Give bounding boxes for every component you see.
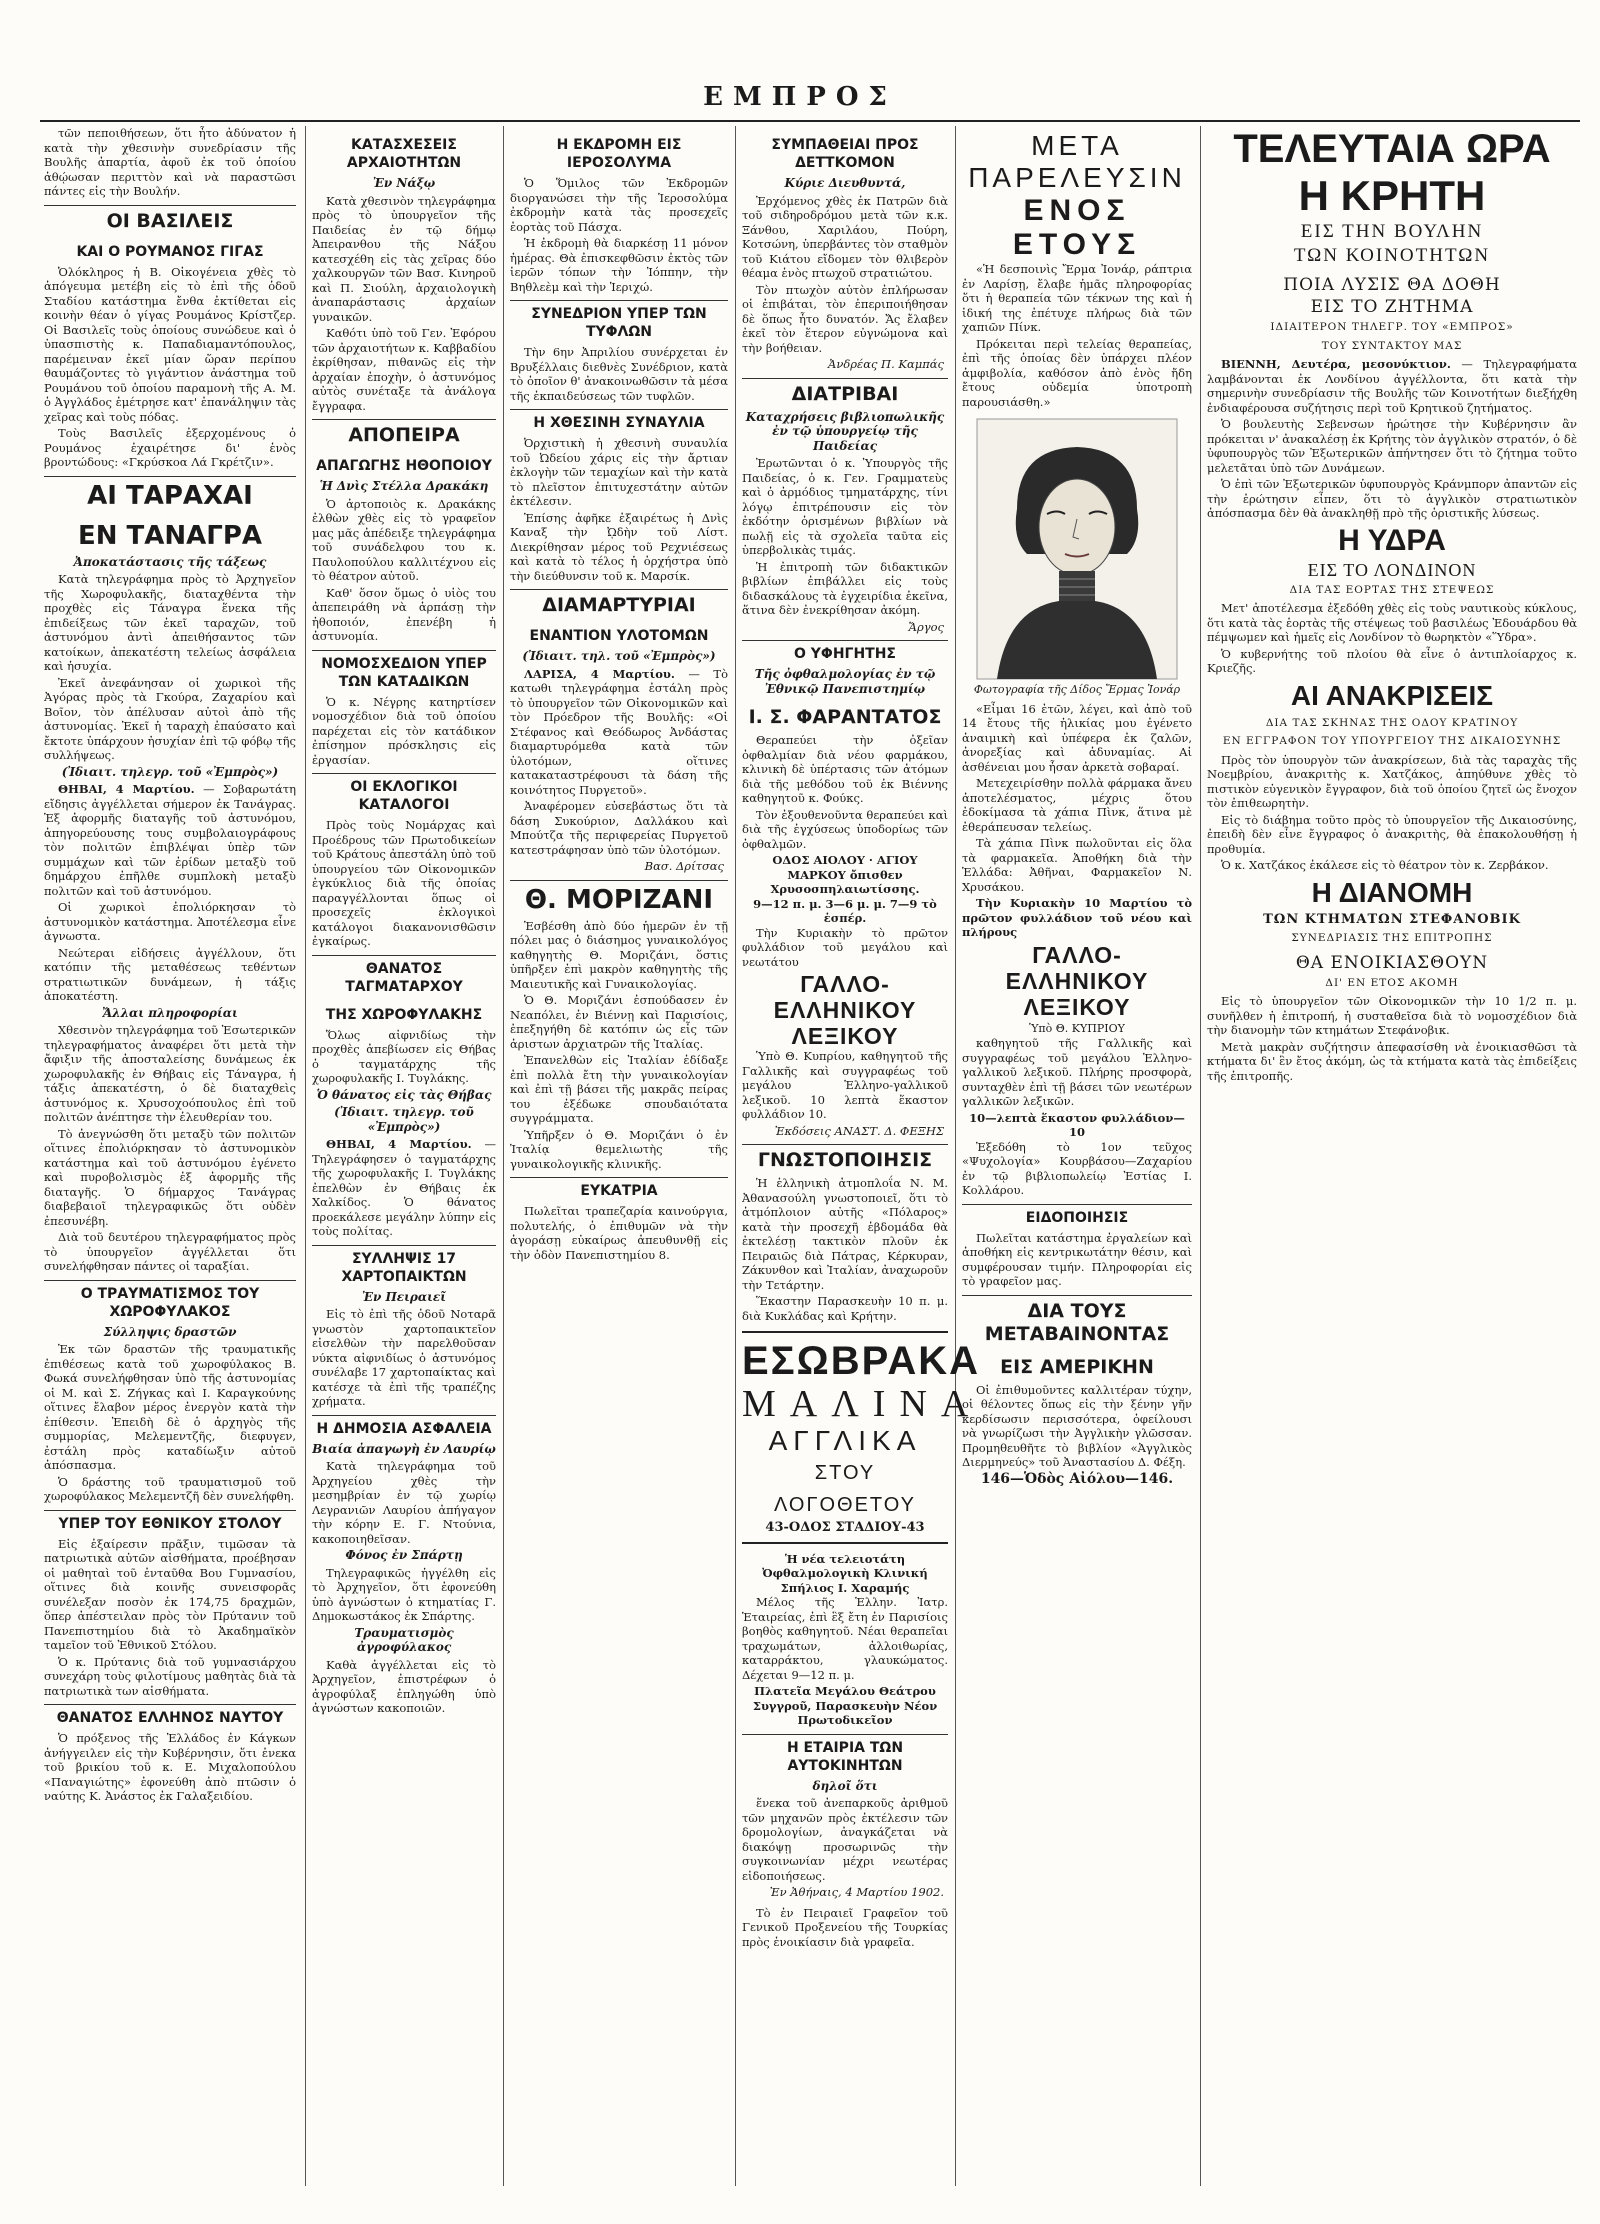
article-text: Τὸ ἀνεγνώσθη ὅτι μεταξὺ τῶν πολιτῶν οἵτινες ἐπολιόρκησαν τὸ ἀστυνομικὸν κατάστημα καὶ τοῦ ἀστυνόμου ἐγένετο καὶ πυροβολισμὸς ἐξ ἀφορμῆς τῆς διαταγῆς. Ὁ δήμαρχος Τανάγρας διαβεβαιοῖ τηλεγραφικῶς ὅτι οὐδὲν ἐπεσυνέβη. [44,1126,296,1228]
headline-crete-sub: ΕΙΣ ΤΗΝ ΒΟΥΛΗΝ [1300,221,1484,242]
subheading: Καταχρήσεις βιβλιοπωλικῆς ἐν τῷ ὑπουργείῳ τῆς Παιδείας [745,409,945,453]
telegram-credit: (Ἰδιαιτ. τηλ. τοῦ «Ἐμπρὸς») [522,649,716,663]
subheading: Ἐν Νάξῳ [372,176,436,190]
article-text: Ὅλως αἰφνιδίως τὴν προχθὲς ἀπεβίωσεν εἰς Θήβας ὁ ταγματάρχης τῆς χωροφυλακῆς Ι. Τυγλάκης. [312,1027,496,1085]
headline-distribution: Η ΔΙΑΝΟΜΗ [1311,876,1473,908]
article-text: Εἰς ἐξαίρεσιν πρᾶξιν, τιμῶσαν τὰ πατριωτικὰ αὐτῶν αἰσθήματα, προέβησαν οἱ μαθηταὶ τοῦ ἐνταῦθα Βου Γυμνασίου, οἵτινες διὰ κοινῆς συνεισφορᾶς συνέλεξαν ποσὸν ἐκ 174,75 δραχμῶν, ὅπερ ἀπέστειλαν πρὸς τὸν Πρύτανιν τοῦ Πανεπιστημίου διὰ τὸ Ἀκαδημαϊκὸν ταμεῖον τοῦ Ἐθνικοῦ Στόλου. [44,1536,296,1652]
column-divider [735,126,736,2186]
column-divider [1200,126,1201,2186]
article-text: Ἕκαστην Παρασκευὴν 10 π. μ. διὰ Κυκλάδας καὶ Κρήτην. [742,1294,948,1323]
column-divider [955,126,956,2186]
article-text: Ὁ Θ. Μοριζάνι ἐσπούδασεν ἐν Νεαπόλει, ἐν Βιέννῃ καὶ Παρισίοις, ἐπεξηγήθη δὲ κατόπιν ὡς εἷς τῶν ἀριστων ἀρχιατρῶν τῆς Ἰταλίας. [510,993,728,1051]
ad-address: 43-ΟΔΟΣ ΣΤΑΔΙΟΥ-43 [765,1520,925,1535]
headline-concert: Η ΧΘΕΣΙΝΗ ΣΥΝΑΥΛΙΑ [510,409,728,432]
article-text: Ἡ ἐπιτροπὴ τῶν διδακτικῶν βιβλίων ἐπιβάλλει εἰς τοὺς διδασκάλους τὰ ἐγχειρίδια ἐκεῖνα, ἅτινα δὲν ἐνεκρίθησαν ἀκόμη. [742,559,948,617]
telegram-credit: (Ἰδιαιτ. τηλεγρ. τοῦ «Ἐμπρὸς») [61,764,279,779]
article-text: Μέλος τῆς Ἑλλην. Ἰατρ. Ἑταιρείας, ἐπὶ ἓξ ἔτη ἐν Παρισίοις βοηθὸς καθηγητοῦ. Νέαι θεραπεῖαι τραχωμάτων, ἀλλοιθωρίας, καταρράκτου, γλαυκώματος. Δέχεται 9—12 π. μ. [742,1595,948,1682]
subheading: ΣΥΝΕΔΡΙΑΣΙΣ ΤΗΣ ΕΠΙΤΡΟΠΗΣ [1291,932,1493,944]
headline-protests-sub: ΕΝΑΝΤΙΟΝ ΥΛΟΤΟΜΩΝ [529,628,709,644]
signature: Ἄργος [908,619,944,634]
headline-sympathies: ΣΥΜΠΑΘΕΙΑΙ ΠΡΟΣ ΔΕΤΤΚΟΜΟΝ [771,137,919,171]
headline-gendarme: Ο ΤΡΑΥΜΑΤΙΣΜΟΣ ΤΟΥ ΧΩΡΟΦΥΛΑΚΟΣ [44,1280,296,1321]
ad-line: ΜΑΛΙΝΑ [742,1383,983,1425]
dictionary-author: Ὑπὸ Θ. ΚΥΠΡΙΟΥ [1029,1021,1125,1035]
headline-america-sub: ΕΙΣ ΑΜΕΡΙΚΗΝ [1000,1355,1154,1378]
article-text: Χθεσινὸν τηλεγράφημα τοῦ Ἐσωτερικῶν τηλεγραφήματος ἀναφέρει ὅτι μετὰ τὴν ἄφιξιν τῆς ἀποσταλείσης δυνάμεως ἐκ χωροφυλακῆς ἐν Θήβαις εἰς Τάναγρα, ἡ τάξις ἀπεκατέστη, ὁ δὲ διαταχθεὶς ἀστυνόμος κ. Χρυσοχοόπουλος ἐπὶ τοῦ πολιτῶν ἀνέπτησε τὴν ἐλευθερίαν του. [44,1023,296,1124]
article-text: Τὰ χάπια Πὶνκ πωλοῦνται εἰς ὅλα τὰ φαρμακεῖα. Ἀποθήκη διὰ τὴν Ἑλλάδα: Ἀθῆναι, Φαρμακεῖον Ν. Χρυσάκου. [962,836,1192,894]
dictionary-title: ΓΑΛΛΟ-ΕΛΛΗΝΙΚΟΥ ΛΕΞΙΚΟΥ [773,971,917,1049]
signature: Βασ. Δρίτσας [644,859,724,873]
article-text: «Εἶμαι 16 ἐτῶν, λέγει, καὶ ἀπὸ τοῦ 14 ἔτους τῆς ἡλικίας μου ἐγένετο ἀναιμικὴ καὶ ὑπέφερα ἐκ ζαλῶν, ἀνορεξίας καὶ ἀδυναμίας. Αἱ ἀσθένειαι μου ἦσαν ἀρκετὰ σοβαραί. [962,701,1192,774]
article-text: Ὀρχιστικὴ ἡ χθεσινὴ συναυλία τοῦ Ὠδείου χάρις εἰς τὴν ἄρτιαν ἐκλογὴν τῶν τεμαχίων καὶ τὴν κατὰ τὸ πλεῖστον ἐπιτυχεστάτην αὐτῶν ἐκτέλεσιν. [510,436,728,508]
signature: Ἀνδρέας Π. Καμπάς [828,357,944,371]
article-text: Οἱ ἐπιθυμοῦντες καλλιτέραν τύχην, οἱ θέλοντες ὅπως εἰς τὴν ξένην γῆν κερδίσωσιν περισσότερα, ὀφείλουσι νὰ γνωρίζωσι τὴν Ἀγγλικὴν γλῶσσαν. Προμηθευθῆτε τὸ βιβλίον «Ἀγγλικὸς Διερμηνεύς» τοῦ Ἀναστασίου Δ. Φέξη. [962,1382,1192,1469]
portrait-illustration [977,419,1177,679]
ad-line: ΕΣΩΒΡΑΚΑ [742,1339,981,1383]
address: ΟΔΟΣ ΑΙΟΛΟΥ · ΑΓΙΟΥ ΜΑΡΚΟΥ ὄπισθεν Χρυσοσπηλαιωτίσσης. [770,853,920,896]
article-text: Καθὰ ἀγγέλλεται εἰς τὸ Ἀρχηγεῖον, ἐπιστρέφων ὁ ἀγροφύλαξ ἐπληγώθη ὑπὸ ἀγνώστων κακοποιῶν. [312,1657,496,1715]
masthead: ΕΜΠΡΟΣ [703,82,897,112]
subheading: ΔΙΑ ΤΑΣ ΕΟΡΤΑΣ ΤΗΣ ΣΤΕΨΕΩΣ [1289,583,1495,596]
headline-lecturer: Ο ΥΦΗΓΗΤΗΣ [742,640,948,663]
article-text: Ὁλόκληρος ἡ Β. Οἰκογένεια χθὲς τὸ ἀπόγευμα μετέβη εἰς τὸ ἐπὶ τῆς ὁδοῦ Σταδίου κατάστημα ἔνθα ἐκτίθεται εἰς κοινὴν θέαν ὁ γίγας Ρουμάνος Κρίστζερ. Οἱ Βασιλεῖς τοὺς ὁποίους συνώδευε καὶ ὁ ὑπασπιστὴς κ. Παπαδιαμαντόπουλος, παρέμειναν ἐκεῖ μίαν ὥραν περίπου θαυμάζοντες τὸ γιγάντιον ἀνάστημα τοῦ Ρουμάνου τοῦ ὁποίου παραμονὴ τῆς Α. Μ. ὁ Ἀγγλάδος ἐμέτρησε κατ' ἐπανάληψιν τὰς χεῖρας καὶ τοὺς πόδας. [44,264,297,424]
headline-automobile: Η ΕΤΑΙΡΙΑ ΤΩΝ ΑΥΤΟΚΙΝΗΤΩΝ [742,1734,948,1775]
subheading: Ἐν Πειραιεῖ [361,1289,447,1304]
subheading: Σύλληψις δραστῶν [103,1324,237,1339]
clinic-address: Πλατεῖα Μεγάλου Θεάτρου Συγγροῦ, Παρασκευὴν Νέον Πρωτοδικεῖον [752,1684,938,1727]
column-2 [312,126,496,2186]
ad-line: ΑΓΓΛΙΚΑ [768,1425,922,1456]
headline-inquiries: ΑΙ ΑΝΑΚΡΙΣΕΙΣ [1290,679,1494,711]
article-text: Κατὰ χθεσινὸν τηλεγράφημα πρὸς τὸ ὑπουργεῖον τῆς Παιδείας ἐν τῷ δήμῳ Ἀπειρανθου τῆς Νάξου κατεσχέθη εἰς τὰς χεῖρας δύο χαλκουργῶν τῶν Βασ. Κινηροῦ καὶ Π. Σιούλη, ἀρχαιολογικὴ ἀναπαράστασις ἀρχαίων γυναικῶν. [312,193,496,324]
article-text: Τοὺς Βασιλεῖς ἐξερχομένους ὁ Ρουμάνος ἐχαιρέτησε δι' ἑνὸς βροντώδους: «Γκρύσκοα Λά Γκρέτζιν». [44,426,296,469]
article-text: Πρὸς τὸν ὑπουργὸν τῶν ἀνακρίσεων, διὰ τὰς ταραχὰς τῆς Νοεμβρίου, ἀνακριτὴς κ. Χατζάκος, ἀπηύθυνε χθὲς τὸ πιστικὸν εὐγενικὸν ἔγγραφον, διὰ τοῦ ὁποίου ζητεῖ ὡς ἔνοχον τὸν ἐπιθεωρητὴν. [1207,752,1577,810]
headline-fleet: ΥΠΕΡ ΤΟΥ ΕΘΝΙΚΟΥ ΣΤΟΛΟΥ [44,1510,296,1533]
article-text: Εἰς τὸ ὑπουργεῖον τῶν Οἰκονομικῶν τὴν 10 1/2 π. μ. συνῆλθεν ἡ ἐπιτροπή, ἡ συσταθεῖσα διὰ τὸ νομοσχέδιον διὰ τὴν διανομὴν τῶν κτημάτων Στεφάνοβικ. [1207,994,1577,1037]
headline-antiquities: ΚΑΤΑΣΧΕΣΕΙΣ ΑΡΧΑΙΟΤΗΤΩΝ [346,137,462,171]
headline-after-sub: ΕΝΟΣ ΕΤΟΥΣ [1012,194,1142,261]
article-text: Θεραπεύει τὴν ὀξεῖαν ὀφθαλμίαν διὰ νέου φαρμάκου, κλινικὴ δὲ ὑπέρτασις τῶν ἀτόμων διὰ τῆς μεθόδου τοῦ ἐκ Βιέννης καθηγητοῦ κ. Φούκς. [742,733,948,805]
headline-notice: ΕΙΔΟΠΟΙΗΣΙΣ [962,1204,1192,1227]
headline-jerusalem: Η ΕΚΔΡΟΜΗ ΕΙΣ ΙΕΡΟΣΟΛΥΜΑ [556,137,682,171]
article-text: — Τὸ κατωθι τηλεγράφημα ἐστάλη πρὸς τὸ ὑπουργεῖον τῶν Οἰκονομικῶν καὶ τὸν Πρόεδρον τῆς Βουλῆς: «Οἱ Στέφανος καὶ Θεόδωρος Ἀνδάστας διαμαρτυρόμεθα κατὰ τῶν ὑλοτόμων, οἵτινες κατακαταστρέφουσι τὰ δάση τῆς κοινότητος Πυργετοῦ». [510,666,729,797]
top-rule [40,120,1580,122]
headline-kings: ΟΙ ΒΑΣΙΛΕΙΣ [44,205,296,233]
telegram-credit: ΙΔΙΑΙΤΕΡΟΝ ΤΗΛΕΓΡ. ΤΟΥ «ΕΜΠΡΟΣ» [1270,321,1514,333]
question-line: ΠΟΙΑ ΛΥΣΙΣ ΘΑ ΔΟΘΗ [1283,275,1501,295]
column-divider [503,126,504,2186]
article-text: Ὁ κ. Νέγρης κατηρτίσεν νομοσχέδιον διὰ τοῦ ὁποίου παρέχεται εἰς τὸν κατάδικον ἐπίσημον πρόσκλησις εἰς ἐργασίαν. [312,694,496,767]
subheading: ΕΝ ΕΓΓΡΑΦΟΝ ΤΟΥ ΥΠΟΥΡΓΕΙΟΥ ΤΗΣ ΔΙΚΑΙΟΣΥΝΗΣ [1222,735,1562,747]
article-text: Ἐκ τῶν δραστῶν τῆς τραυματικῆς ἐπιθέσεως κατὰ τοῦ χωροφύλακος Β. Φωκά συνελήφθησαν ὑπὸ τῆς ἀστυνομίας οἱ Μ. καὶ Σ. Ζήγκας καὶ Ι. Καραγκούνης οἵτινες ἔλαβον μέρος ἐνεργὸν κατὰ τὴν ἐπίθεσιν. Ἐπειδὴ δὲ ὁ ἀρχηγὸς τῆς συμμορίας, Μελεμεντζῆς, διεφυγεν, ἐστάλη πρὸς καταδίωξιν αὐτοῦ ἀπόσπασμα. [44,1342,296,1472]
doctor-name: Ι. Σ. ΦΑΡΑΝΤΑΤΟΣ [748,706,942,728]
article-text: τῶν πεποιθήσεων, ὅτι ἦτο ἀδύνατον ἡ κατὰ τὴν χθεσινὴν συνεδρίασιν τῆς Βουλῆς ἀπαρτία, ἀφοῦ ἐκ τοῦ ὁποίου ἀθῴωσαν περιττὸν καὶ νὰ παραστῶσι πάντες εἰς τὴν Βουλήν. [44,126,296,198]
article-text: Ἐρχόμενος χθὲς ἐκ Πατρῶν διὰ τοῦ σιδηροδρόμου μετὰ τῶν κ.κ. Ξάνθου, Χαριλάου, Πούρη, Κοτσώνη, ὑπερβάντες τὸν σταθμὸν τοῦ Κιάτου εἴδομεν τὸν θλιβερὸν θέαμα ἑνὸς πτωχοῦ στρατιώτου. [742,193,948,280]
headline-unrest-sub: ΕΝ ΤΑΝΑΓΡΑ [77,520,263,551]
article-text: Τὴν Κυριακὴν τὸ πρῶτον φυλλάδιον τοῦ μεγάλου καὶ νεωτάτου [742,925,948,969]
article-text: Ἐρωτῶνται ὁ κ. Ὑπουργὸς τῆς Παιδείας, ὁ κ. Γεν. Γραμματεὺς καὶ ὁ ἀρμόδιος τμηματάρχης, τίνι λόγῳ ἐπιτρέπουσιν εἰς τὸν ἐκδότην ὁρισμένων βιβλίων νὰ πωλῇ εἰς τὰ σχολεῖα ταῦτα εἰς ὑπερβολικὰς τιμάς. [742,456,948,557]
article-text: Πωλεῖται κατάστημα ἐργαλείων καὶ ἀποθήκη εἰς κεντρικωτάτην θέσιν, καὶ συμφέρουσαν τιμήν. Πληροφορίαι εἰς τὸ γραφεῖον μας. [962,1230,1192,1288]
headline-america: ΔΙΑ ΤΟΥΣ ΜΕΤΑΒΑΙΝΟΝΤΑΣ [962,1295,1192,1346]
headline-after: ΜΕΤΑ ΠΑΡΕΛΕΥΣΙΝ [968,130,1186,193]
article-text: Ὁ ἐπὶ τῶν Ἐξωτερικῶν ὑφυπουργὸς Κράνμπορν ἀπαντῶν εἰς τὴν ἐρώτησιν εἶπεν, ὅτι τὸ ἀγγλικὸν στρατιωτικὸν ἀπόσπασμα δὲν θὰ ἀνακληθῇ πρὸ τῆς ὁριστικῆς λύσεως. [1207,477,1577,520]
article-text: Ἡ ἑλληνικὴ ἀτμοπλοΐα Ν. Μ. Ἀθανασούλη γνωστοποιεῖ, ὅτι τὸ ἀτμόπλοιον αὐτῆς «Πόλαρος» κατὰ τὴν προσεχῆ ἑβδομάδα θὰ ἐκτελέσῃ τακτικὸν πλοῦν ἐκ Πειραιῶς διὰ Πάτρας, Κέρκυραν, Ζάκυνθον καὶ Ἰταλίαν, ἀναχωροῦν τὴν Τετάρτην. [742,1176,948,1292]
headline-hydra-sub: ΕΙΣ ΤΟ ΛΟΝΔΙΝΟΝ [1307,559,1477,580]
subheading: ΔΙ' ΕΝ ΕΤΟΣ ΑΚΟΜΗ [1325,976,1459,989]
dictionary-price: 10—λεπτὰ ἕκαστον φυλλάδιον—10 [969,1110,1185,1139]
article-text: — Τηλεγράφησεν ὁ ταγματάρχης τῆς χωροφυλακῆς Ι. Τυγλάκης ἐπελθὼν ἐν Θήβαις ἐκ Χαλκίδος. Ὁ θάνατος προεκάλεσε μεγάλην λύπην εἰς τοὺς πολίτας. [312,1137,496,1238]
article-text: Ὑπὸ Θ. Κυπρίου, καθηγητοῦ τῆς Γαλλικῆς καὶ συγγραφέως τοῦ μεγάλου Ἑλληνο-γαλλικοῦ λεξικοῦ. 10 λεπτὰ ἕκαστον φυλλάδιον 10. [742,1049,948,1121]
headline-protests: ΔΙΑΜΑΡΤΥΡΙΑΙ [510,589,728,617]
portrait-caption: Φωτογραφία τῆς Δίδος Ἔρμας Ἰονάρ [973,683,1181,696]
article-text: Ὁ ἀρτοποιὸς κ. Δρακάκης ἐλθὼν χθὲς εἰς τὸ γραφεῖον μας μᾶς ἀπέδειξε τηλεγράφημα τοῦ συνάδελφου του κ. Παυλοπούλου καλλιτέχνου εἰς τὸ θέατρον αὐτοῦ. [312,496,496,583]
headline-attempt: ΑΠΟΠΕΙΡΑ [312,419,496,447]
headline-inquiries-sub: ΔΙΑ ΤΑΣ ΣΚΗΝΑΣ ΤΗΣ ΟΔΟΥ ΚΡΑΤΙΝΟΥ [1265,716,1519,729]
article-text: Ἀναφέρομεν εὐσεβάστως ὅτι τὰ δάση Συκούριον, Δαλλάκου καὶ Μπούτζα τῆς περιφερείας Πυργετοῦ κατεστράφησαν ὑπὸ τῶν ὑλοτόμων. [510,799,728,857]
dateline: ΘΗΒΑΙ, 4 Μαρτίου. [326,1137,472,1151]
dateline: ΒΙΕΝΝΗ, Δευτέρα, μεσονύκτιον. [1221,357,1451,371]
article-text: Πρόκειται περὶ τελείας θεραπείας, ἐπὶ τῆς ὁποίας δὲν ὑπάρχει πλέον ἀμφιβολία, καθόσον ἀπὸ ἑνὸς ἤδη ἔτους οὐδεμία ὑποτροπὴ παρουσιάσθη.» [962,336,1192,409]
article-text: Εἰς τὸ ἐπὶ τῆς ὁδοῦ Νοταρᾶ γνωστὸν χαρτοπαικτεῖον εἰσελθὼν τὴν παρελθοῦσαν νύκτα αἰφνιδίως ὁ ἀστυνόμος συνέλαβε 17 χαρτοπαίκτας καὶ κατέσχε τὰ ἐπὶ τῆς τραπέζης χρήματα. [312,1307,496,1408]
article-text: Ἐσβέσθη ἀπὸ δύο ἡμερῶν ἐν τῇ πόλει μας ὁ διάσημος γυναικολόγος καθηγητὴς Θ. Μοριζάνι, ὅστις ὑπῆρξεν ἐπὶ μακρὸν καθηγητὴς τῆς Μαιευτικῆς καὶ Γυναικολογίας. [510,918,728,991]
article-text: — Σοβαρωτάτη εἴδησις ἀγγέλλεται σήμερον ἐκ Τανάγρας. Ἐξ ἀφορμῆς διαταγῆς τοῦ ἀστυνόμου, ἀπηγορεύουσης τους συμβολαιογράφους τὸν πολιτῶν ἐπιβλέψαι ὑπὲρ τῶν συμμάχων καὶ τῶν ἐρίδων μεταξὺ τοῦ δημάρχου ἐπῆλθε συμπλοκὴ μεταξὺ πολιτῶν καὶ τοῦ ἀστυνόμου. [44,782,296,898]
article-text: Ὁ κ. Χατζάκος ἐκάλεσε εἰς τὸ θέατρον τὸν κ. Ζερβάκον. [1221,858,1549,872]
subheading: Φόνος ἐν Σπάρτῃ [345,1548,463,1562]
headline-bargain: ΕΥΚΑΤΡΙΑ [510,1177,728,1200]
article-text: Ἡ ἐκδρομὴ θὰ διαρκέσῃ 11 μόνον ἡμέρας. Θὰ ἐπισκεφθῶσιν ἐκτὸς τῶν ἱερῶν τόπων τὴν Ἰόππην, τὴν Βηθλεὲμ καὶ τὴν Ἱεριχώ. [510,236,728,294]
article-text: Ὁ βουλευτὴς Σεβενσων ἠρώτησε τὴν Κυβέρνησιν ἂν πρόκειται ν' ἀνακαλέσῃ ἐκ Κρήτης τὸν ἀγγλικὸν στρατόν, ὁ δὲ ὑφυπουργὸς τῶν Ἐξωτερικῶν ἀπήντησεν ὅτι τὸ ζήτημα τοῦτο μελετᾶται ὑπὸ τῶν Δυνάμεων. [1207,417,1577,475]
article-text: Τὴν Κυριακὴν 10 Μαρτίου τὸ πρῶτον φυλλάδιον τοῦ νέου καὶ πλήρους [962,896,1192,939]
underwear-advertisement [742,1331,983,1544]
column-1 [44,126,296,2186]
article-text: Τὸ ἐν Πειραιεῖ Γραφεῖον τοῦ Γενικοῦ Προξενείου τῆς Τουρκίας πρὸς ἐνοικίασιν διὰ γραφεῖα. [742,1905,948,1949]
headline-sailor: ΘΑΝΑΤΟΣ ΕΛΛΗΝΟΣ ΝΑΥΤΟΥ [44,1704,296,1727]
article-text: Τηλεγραφικῶς ἠγγέλθη εἰς τὸ Ἀρχηγεῖον, ὅτι ἐφονεύθη ὑπὸ ἀγνώστων ὁ κτηματίας Γ. Δημοκωστάκος ἐκ Σπάρτης. [312,1565,496,1623]
article-text: Ἐκεῖ ἀνεφάνησαν οἱ χωρικοὶ τῆς Ἀγόρας πρὸς τὰ Γκούρα, Ζαχαρίου καὶ Βοῖον, τὸν ἀπέλυσαν αὐτοὶ ἀπὸ τῆς ἀστυνομίας. Ἐκεῖ ἡ ταραχὴ ἐπαύσατο καὶ ἔκτοτε ὑπάρχουν ἡσυχίαν ἐπὶ τῷ φόβῳ τῆς συλλήψεως. [44,675,296,762]
subheading: Ὁ θάνατος εἰς τὰς Θήβας [316,1087,492,1102]
subheading: δηλοῖ ὅτι [812,1778,878,1793]
article-text: Ἐπανελθὼν εἰς Ἰταλίαν ἐδίδαξε ἐπὶ πολλὰ ἔτη τὴν γυναικολογίαν καὶ ἐπὶ τῇ βάσει τῆς μακρᾶς πείρας του ἐξέδωκε σπουδαιότατα συγγράμματα. [510,1053,728,1125]
article-text: Τὸν πτωχὸν αὐτὸν ἐπλήρωσαν οἱ ἐπιβάται, τὸν ἐπεριποιήθησαν δὲ ὅπως ἦτο δυνατόν. Ἄς ἔλαβεν ἐκεῖ τὸν ἕτερον εὐγνώμονα καὶ τὴν βοήθειαν. [742,282,948,355]
article-text: Μετεχειρίσθην πολλὰ φάρμακα ἄνευ ἀποτελέσματος, μέχρις ὅτου ἐδοκίμασα τὰ χάπια Πὶνκ, ἅτινα μὲ ἐθεράπευσαν τελείως. [962,776,1192,834]
article-text: Κατὰ τηλεγράφημα τοῦ Ἀρχηγείου χθὲς τὴν μεσημβρίαν ἐν τῷ χωρίῳ Λεγρανιῶν Λαυρίου ἀπήγαγον τὴν κόρην Ε. Γ. Ντούνια, κακοποιηθεῖσαν. [312,1459,496,1546]
subheading: Τραυματισμὸς ἀγροφύλακος [354,1625,454,1654]
article-text: Πωλεῖται τραπεζαρία καινούργια, πολυτελής, ὁ ἐπιθυμῶν νὰ τὴν ἀγοράσῃ εὐκαίρως ἀπευθυνθῇ εἰς τὴν ὁδὸν Πανεπιστημίου 8. [510,1204,728,1262]
article-text: «Ἡ δεσποινὶς Ἔρμα Ἰονάρ, ράπτρια ἐν Λαρίσῃ, ἔλαβε ἡμᾶς πληροφορίας ὅτι ἡ θεραπεία τῶν τέκνων της καὶ ἡ ἰδική της ἐπέτυχε πλήρως διὰ τῶν χαπιῶν Πίνκ. [962,262,1192,334]
headline-electoral: ΟΙ ΕΚΛΟΓΙΚΟΙ ΚΑΤΑΛΟΓΟΙ [312,773,496,814]
ad-line: ΣΤΟΥ ΛΟΓΟΘΕΤΟΥ [773,1462,917,1516]
headline-diatribes: ΔΙΑΤΡΙΒΑΙ [742,378,948,406]
dateline: ΘΗΒΑΙ, 4 Μαρτίου. [58,782,195,796]
article-text: Καθ' ὅσον ὅμως ὁ υἱὸς του ἀπεπειράθη νὰ ἁρπάσῃ τὴν ἡθοποιόν, ἐπενέβη ἡ ἀστυνομία. [312,585,496,643]
subheading: Κύριε Διευθυντά, [784,176,906,190]
headline-attempt-sub: ΑΠΑΓΩΓΗΣ ΗΘΟΠΟΙΟΥ [316,458,492,474]
headline-gamblers: ΣΥΛΛΗΨΙΣ 17 ΧΑΡΤΟΠΑΙΚΤΩΝ [312,1245,496,1286]
clinic-heading: Ἡ νέα τελειοτάτη Ὀφθαλμολογικὴ Κλινική [762,1551,928,1580]
article-text: Κατὰ τηλεγράφημα πρὸς τὸ Ἀρχηγεῖον τῆς Χωροφυλακῆς, διαταχθέντα τὴν προχθὲς εἰς Τάναγρα ἕνεκα τῆς ἐπιδείξεως τῶν ἐκεῖ ταραχῶν, τοῦ ἀστυνόμου ἀντὶ ἀπειθήσαντος τῶν κατοίκων, ἀπεκατέστη τελείως ἀσφάλεια καὶ ἡσυχία. [44,572,296,673]
column-6 [1207,126,1577,2186]
article-text: Μετ' ἀποτέλεσμα ἐξεδόθη χθὲς εἰς τοὺς ναυτικοὺς κύκλους, ὅτι κατὰ τὰς ἑορτὰς τῆς στέψεως τοῦ βασιλέως Ἐδουάρδου θὰ πέμψωμεν καὶ ἡμεῖς εἰς Λονδίνον τὸ θωρηκτὸν «Ὕδρα». [1207,601,1577,644]
headline-public-safety: Η ΔΗΜΟΣΙΑ ΑΣΦΑΛΕΙΑ [312,1415,496,1438]
signature: Ἐκδόσεις ΑΝΑΣΤ. Δ. ΦΕΞΗΣ [774,1123,944,1138]
headline-last-hour: ΤΕΛΕΥΤΑΙΑ ΩΡΑ [1233,127,1551,171]
column-divider [305,126,306,2186]
article-text: Οἱ χωρικοὶ ἐπολιόρκησαν τὸ ἀστυνομικὸν κατάστημα. Ἀποτέλεσμα εἶνε ἀγνωστα. [44,900,296,943]
article-text: Εἰς τὸ διάβημα τοῦτο πρὸς τὸ ὑπουργεῖον τῆς Δικαιοσύνης, ἐπειδὴ δὲν εἶνε ἔγγραφος ὁ ἀνακριτὴς, θὰ ἐπακολουθήσῃ ἡ προθυμία. [1207,812,1577,856]
headline-distribution-sub: ΤΩΝ ΚΤΗΜΑΤΩΝ ΣΤΕΦΑΝΟΒΙΚ [1263,911,1521,927]
subheading: Ἄλλαι πληροφορίαι [102,1005,238,1020]
article-text: Ὁ δράστης τοῦ τραυματισμοῦ τοῦ χωροφύλακος Μελεμεντζῆ δὲν συνελήφθη. [44,1474,296,1503]
article-text: Ὁ Ὅμιλος τῶν Ἐκδρομῶν διοργανώσει τὴν τῆς Ἱεροσολύμα ἐκδρομὴν κατὰ τὰς προσεχεῖς ἑορτὰς τοῦ Πάσχα. [510,176,728,234]
article-text: Διὰ τοῦ δευτέρου τηλεγραφήματος πρὸς τὸ ὑπουργεῖον ἀγγέλλεται ὅτι συνελήφθησαν πάντες οἱ ταραξίαι. [44,1230,296,1273]
question-line: ΕΙΣ ΤΟ ΖΗΤΗΜΑ [1310,297,1474,317]
article-text: Ἐξεδόθη τὸ 1ον τεῦχος «Ψυχολογία» Κουρβάσου—Ζαχαρίου ἐν τῷ βιβλιοπωλείῳ Ἐστίας Ι. Κολλάρου. [962,1139,1192,1197]
article-text: ἕνεκα τοῦ ἀνεπαρκοῦς ἀριθμοῦ τῶν μηχανῶν πρὸς ἐκτέλεσιν τῶν δρομολογίων, ἀναγκάζεται νὰ διακόψῃ προσωρινῶς τὴν συγκοινωνίαν μέχρι νεωτέρας εἰδοποιήσεως. [742,1796,948,1883]
telegram-credit: (Ἰδιαιτ. τηλεγρ. τοῦ «Ἐμπρὸς») [334,1105,474,1134]
clinic-doctor: Σπήλιος Ι. Χαραμής [780,1580,910,1595]
article-text: Τὸν ἐξουθενοῦντα θεραπεύει καὶ διὰ τῆς ἐγχύσεως ὑποδορίως τῶν ὀφθαλμῶν. [742,807,948,851]
subheading: Ἀποκατάστασις τῆς τάξεως [73,554,267,569]
article-text: Ὁ κυβερνήτης τοῦ πλοίου θὰ εἶνε ὁ ἀντιπλοίαρχος κ. Κριεζῆς. [1207,646,1577,675]
article-text: Ὑπῆρξεν ὁ Θ. Μοριζάνι ὁ ἐν Ἰταλίᾳ θεμελιωτὴς τῆς γυναικολογικῆς κλινικῆς. [510,1127,728,1171]
article-text: Καθότι ὑπὸ τοῦ Γεν. Ἐφόρου τῶν ἀρχαιοτήτων κ. Καββαδίου ἐκρίθησαν, πιθανῶς εἰς τὴν ἀρχαίαν ἐποχὴν, ὁ ἀστυνόμος αὐτὸς συνέταξε τὰ ἀνάλογα ἔγγραφα. [312,326,496,413]
column-3 [510,126,728,2186]
headline-crete: Η ΚΡΗΤΗ [1298,172,1486,219]
article-text: Ἐπίσης ἀφῆκε ἐξαιρέτως ἡ Δνὶς Καναξ τὴν ᾨδὴν τοῦ Λίστ. Διεκρίθησαν μέρος τοῦ Ρεχνιέσεως καὶ κατὰ τὸ τέλος ἡ ὀρχήστρα ὑπὸ τὴν διεύθυνσιν τοῦ κ. Μαρσίκ. [510,510,728,583]
article-text: Ὁ πρόξενος τῆς Ἑλλάδος ἐν Κάγκων ἀνήγγειλεν εἰς τὴν Κυβέρνησιν, ὅτι ἐνεκα τοῦ βρικίου τοῦ κ. Ε. Μιχαλοπούλου «Παναγιώτης» ἐφονεύθη ἀπὸ πτῶσιν ὁ ναύτης Κ. Ἀνάστος ἐκ Γαλαξειδίου. [44,1731,296,1803]
subheading: Ἡ Δνὶς Στέλλα Δρακάκη [319,479,489,493]
headline-morizani: Θ. ΜΟΡΙΖΑΝΙ [510,880,728,915]
subheading: Τῆς ὀφθαλμολογίας ἐν τῷ Ἐθνικῷ Πανεπιστημίῳ [754,667,936,696]
article-text: Νεώτεραι εἰδήσεις ἀγγέλλουν, ὅτι κατόπιν τῆς μεταθέσεως τεθέντων στρατιωτικῶν δυνάμεων, ἡ τάξις ἀποκατέστη. [44,945,296,1003]
office-hours: 9—12 π. μ. 3—6 μ. μ. 7—9 τὸ ἑσπέρ. [753,896,937,925]
column-4 [742,126,983,2186]
dateline: ΛΑΡΙΣΑ, 4 Μαρτίου. [524,666,675,681]
column-5 [962,126,1192,2186]
question-line: ΘΑ ΕΝΟΙΚΙΑΣΘΟΥΝ [1295,952,1489,973]
article-text: Ὁ κ. Πρύτανις διὰ τοῦ γυμνασιάρχου συνεχάρη τοὺς φιλοτίμους μαθητὰς διὰ τὰ πατριωτικὰ των αἰσθήματα. [44,1654,296,1698]
article-text: Τὴν 6ην Ἀπριλίου συνέρχεται ἐν Βρυξέλλαις διεθνὲς Συνέδριον, κατὰ τὸ ὁποῖον θ' ἀνακοινωθῶσιν τὰ μέσα τῆς ἐκπαιδεύσεως τῶν τυφλῶν. [510,345,728,403]
headline-kings-sub: ΚΑΙ Ο ΡΟΥΜΑΝΟΣ ΓΙΓΑΣ [76,243,264,260]
dictionary-title: ΓΑΛΛΟ-ΕΛΛΗΝΙΚΟΥ ΛΕΞΙΚΟΥ [1005,941,1149,1020]
headline-crete-sub: ΤΩΝ ΚΟΙΝΟΤΗΤΩΝ [1293,245,1491,266]
headline-unrest: ΑΙ ΤΑΡΑΧΑΙ [44,476,296,511]
subheading: Βιαία ἀπαγωγὴ ἐν Λαυρίῳ [312,1441,496,1456]
headline-hydra: Η ΥΔΡΑ [1338,523,1446,557]
bookshop-address: 146—Ὁδὸς Αἰόλου—146. [980,1470,1174,1487]
article-text: — Τηλεγραφήματα λαμβάνονται ἐκ Λονδίνου ἀγγέλλοντα, ὅτι κατὰ τὴν σημερινὴν συνεδρίασιν τῆς Βουλῆς τῶν Κοινοτήτων διεξήχθη ἐνδιαφέρουσα συζήτησις περὶ τοῦ Κρητικοῦ ζητήματος. [1207,357,1577,415]
telegram-credit: ΤΟΥ ΣΥΝΤΑΚΤΟΥ ΜΑΣ [1321,339,1463,352]
signature: Ἐν Ἀθήναις, 4 Μαρτίου 1902. [769,1885,944,1899]
article-text: Πρὸς τοὺς Νομάρχας καὶ Προέδρους τῶν Πρωτοδικείων τοῦ Κράτους ἀπεστάλη ὑπὸ τοῦ ὑπουργείου τῶν Οἰκονομικῶν ἐγκύκλιος διὰ τῆς ὁποίας παραγγέλλονται ὅπως οἱ προσεχεῖς ἐκλογικοὶ κατάλογοι διακανονισθῶσιν ἐγκαίρως. [312,818,496,948]
headline-major-death: ΘΑΝΑΤΟΣ ΤΑΓΜΑΤΑΡΧΟΥ [312,955,496,996]
article-text: Μετὰ μακρὰν συζήτησιν ἀπεφασίσθη νὰ ἐνοικιασθῶσι τὰ κτήματα δι' ἓν ἔτος ἀκόμη, ὡς τὰ κτήματα κατὰ τὰς ἐπιδείξεις τῆς ἐπιτροπῆς. [1207,1039,1577,1083]
headline-major-death-sub: ΤΗΣ ΧΩΡΟΦΥΛΑΚΗΣ [325,1006,483,1023]
article-text: καθηγητοῦ τῆς Γαλλικῆς καὶ συγγραφέως τοῦ μεγάλου Ἑλληνο-γαλλικοῦ λεξικοῦ. Πλήρης προσφορὰ, συνταχθὲν ἐπὶ τῇ βάσει τῶν νεωτέρων γαλλικῶν λεξικῶν. [962,1036,1192,1108]
headline-bill: ΝΟΜΟΣΧΕΔΙΟΝ ΥΠΕΡ ΤΩΝ ΚΑΤΑΔΙΚΩΝ [312,650,496,691]
headline-notice: ΓΝΩΣΤΟΠΟΙΗΣΙΣ [742,1144,948,1172]
headline-blind: ΣΥΝΕΔΡΙΟΝ ΥΠΕΡ ΤΩΝ ΤΥΦΛΩΝ [510,300,728,341]
